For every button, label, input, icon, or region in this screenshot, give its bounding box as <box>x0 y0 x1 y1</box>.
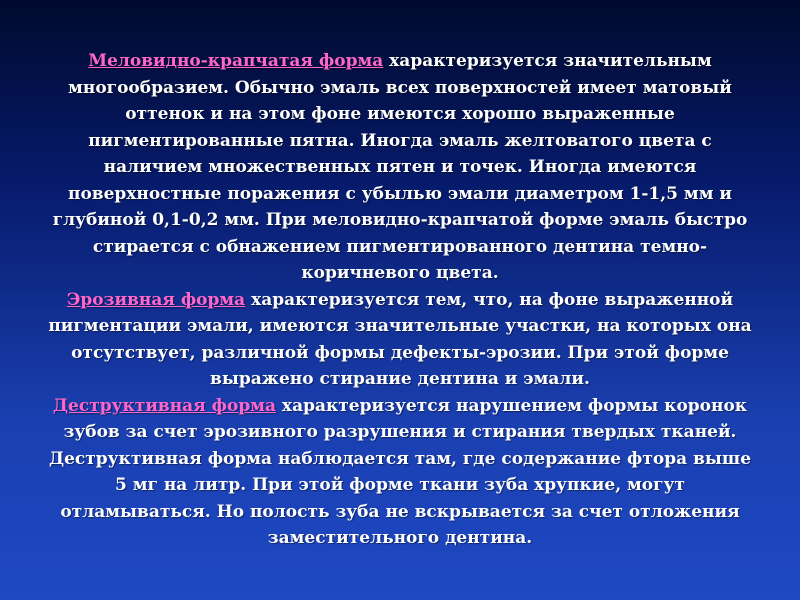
paragraph-chalky-speckled-form <box>44 48 756 287</box>
paragraph-text: характеризуется тем, что, на фоне выраженной пигментации эмали, имеются значительные участки, на которых она отсутствует, различной формы дефекты-эрозии. При этой форме выражено стирание дентина и эмали. <box>48 289 752 389</box>
paragraph-text: характеризуется нарушением формы коронок зубов за счет эрозивного разрушения и стирания твердых тканей. Деструктивная форма наблюдается там, где содержание фтора выше 5 мг на литр. При этой форме ткани зуба хрупкие, могут отламываться. Но полость зуба не вскрывается за счет отложения заместительного дентина. <box>48 395 752 548</box>
term-destructive-form[interactable]: Деструктивная форма <box>52 395 277 416</box>
paragraph-destructive-form <box>44 393 756 552</box>
term-chalky-speckled-form[interactable]: Меловидно-крапчатая форма <box>88 51 384 71</box>
paragraph-text: характеризуется значительным многообразием. Обычно эмаль всех поверхностей имеет матовый оттенок и на этом фоне имеются хорошо выраженные пигментированные пятна. Иногда эмаль желтоватого цвета с наличием множественных пятен и точек. Иногда имеются поверхностные поражения с убылью эмали диаметром 1-1,5 мм и глубиной 0,1-0,2 мм. При меловидно-крапчатой форме эмаль быстро стирается с обнажением пигментированного дентина темно-коричневого цвета. <box>52 51 748 283</box>
paragraph-erosive-form <box>44 287 756 393</box>
term-erosive-form[interactable]: Эрозивная форма <box>66 289 246 310</box>
